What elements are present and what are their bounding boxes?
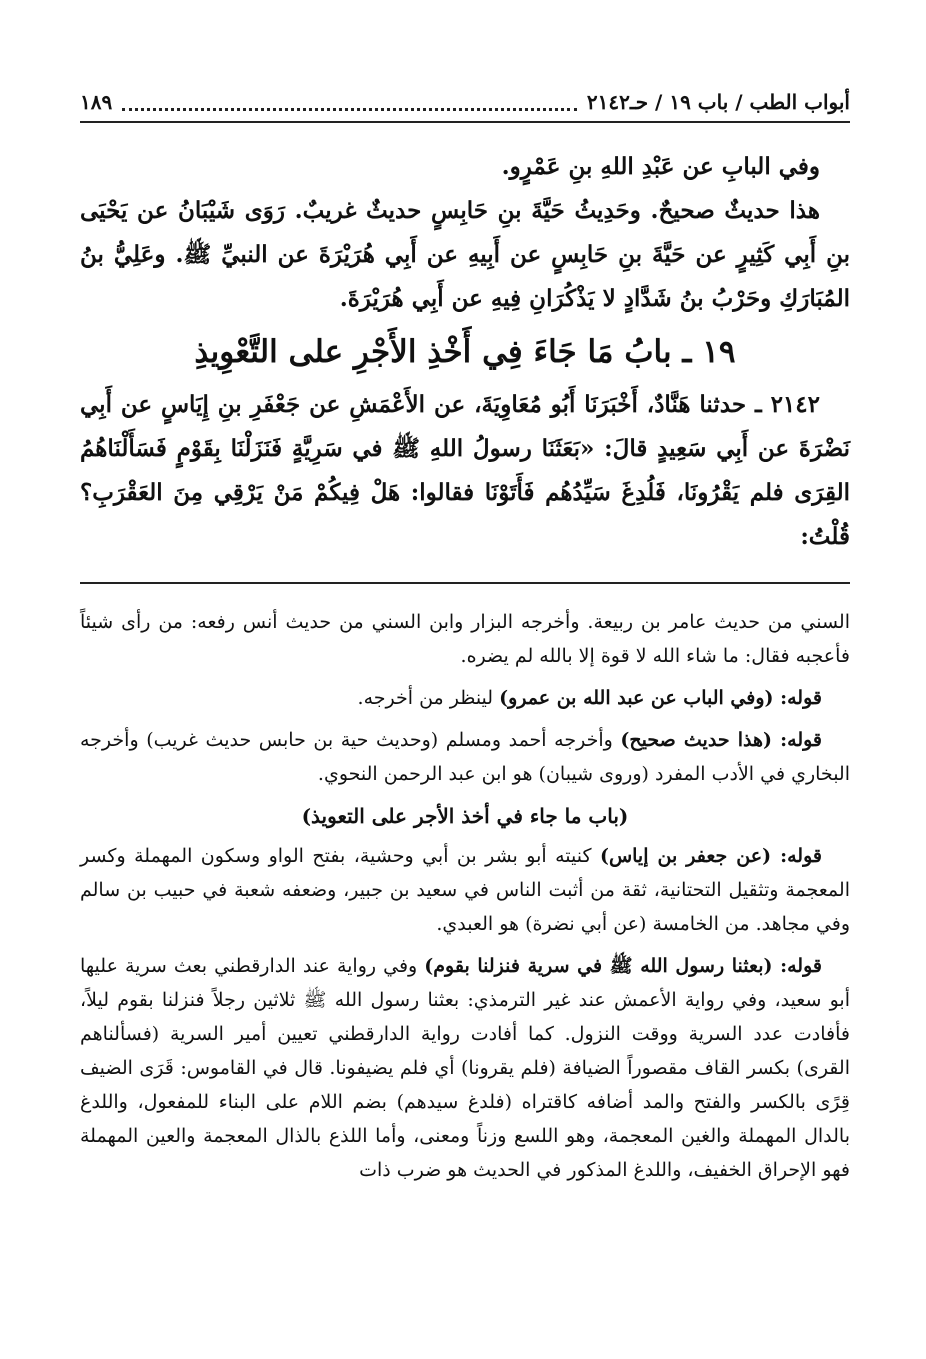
note-2-label: قوله: (وفي الباب عن عبد الله بن عمرو) bbox=[499, 687, 822, 709]
note-5-text: وفي رواية عند الدارقطني بعث سرية عليها أبو سعيد، وفي رواية الأعمش عند غير الترمذي: بعثنا رسول الله ﷺ ثلاثين رجلاً فنزلنا بقوم ليلاً، فأفادت عدد السرية ووقت النزول. كما أفادت رواية الدارقطني تعيين أمير السرية (فسألناهم القرى) بكسر القاف مقصوراً الضيافة (فلم يقرونا) أي فلم يضيفونا. قال في القاموس: قَرَى الضيف قِرًى بالكسر والفتح والمد أضافه كاقتراه (فلدغ سيدهم) بضم اللام على البناء للمفعول، واللدغ بالدال المهملة والغين المعجمة، وهو اللسع وزناً ومعنى، وأما اللذع بالذال المعجمة والعين المهملة فهو الإحراق الخفيف، واللدغ المذكور في الحديث هو ضرب ذات bbox=[80, 955, 850, 1181]
note-3 bbox=[80, 723, 850, 791]
note-3-text: وأخرجه أحمد ومسلم (وحديث حية بن حابس حديث غريب) وأخرجه البخاري في الأدب المفرد (وروى شيبان) هو ابن عبد الرحمن النحوي. bbox=[80, 729, 850, 785]
main-paragraph-2: هذا حديثٌ صحيحٌ. وحَدِيثُ حَيَّةَ بنِ حَابِسٍ حديثٌ غريبٌ. رَوَى شَيْبَانُ عن يَحْيَى بنِ أَبِي كَثِيرٍ عن حَيَّةَ بنِ حَابِسٍ عن أَبِيهِ عن أَبِي هُرَيْرَةَ عن النبيِّ ﷺ. وعَلِيُّ بنُ المُبَارَكِ وحَرْبُ بنُ شَدَّادٍ لا يَذْكُرَانِ فِيهِ عن أَبِي هُرَيْرَةَ. bbox=[80, 197, 850, 312]
note-2 bbox=[80, 681, 850, 715]
note-4-label: قوله: (عن جعفر بن إياس) bbox=[599, 845, 822, 867]
page-number: ١٨٩ bbox=[80, 90, 113, 114]
note-5 bbox=[80, 949, 850, 1187]
header-dot-leader bbox=[122, 94, 577, 111]
main-text bbox=[80, 145, 850, 559]
chapter-title: ١٩ ـ بابُ مَا جَاءَ فِي أَخْذِ الأَجْرِ على التَّعْوِيذِ bbox=[194, 334, 736, 370]
note-4-text: كنيته أبو بشر بن أبي وحشية، بفتح الواو وسكون المهملة وكسر المعجمة وتثقيل التحتانية، ثقة من أثبت الناس في سعيد بن جبير، وضعفه شعبة في حبيب بن سالم وفي مجاهد. من الخامسة (عن أبي نضرة) هو العبدي. bbox=[80, 845, 850, 935]
commentary-notes bbox=[80, 605, 850, 1195]
running-title: أبواب الطب / باب ١٩ / حـ٢١٤٢ bbox=[586, 90, 850, 114]
header-rule bbox=[80, 121, 850, 123]
note-5-label: قوله: (بعثنا رسول الله ﷺ في سرية فنزلنا بقوم) bbox=[424, 955, 822, 977]
main-paragraph-1: وفي البابِ عن عَبْدِ اللهِ بنِ عَمْرٍو. bbox=[501, 153, 820, 180]
note-chapter-title: (باب ما جاء في أخذ الأجر على التعويذ) bbox=[301, 804, 629, 828]
note-1: السني من حديث عامر بن ربيعة. وأخرجه البزار وابن السني من حديث أنس رفعه: من رأى شيئاً فأعجبه فقال: ما شاء الله لا قوة إلا بالله لم يضره. bbox=[80, 611, 850, 667]
footnote-rule bbox=[80, 582, 850, 584]
note-4 bbox=[80, 839, 850, 941]
hadith-paragraph: ٢١٤٢ ـ حدثنا هَنَّادٌ، أَخْبَرَنَا أَبُو مُعَاوِيَةَ، عن الأَعْمَشِ عن جَعْفَرِ بنِ إِيَاسٍ عن أَبِي نَضْرَةَ عن أَبِي سَعِيدٍ قالَ: «بَعَثَنَا رسولُ اللهِ ﷺ في سَرِيَّةٍ فَنَزَلْنَا بِقَوْمٍ فَسَأَلْنَاهُمُ القِرَى فلم يَقْرُونَا، فَلُدِغَ سَيِّدُهُم فَأَتَوْنَا فقالوا: هَلْ فِيكُمْ مَنْ يَرْقِي مِنَ العَقْرَبِ؟ قُلْتُ: bbox=[80, 391, 850, 550]
note-3-label: قوله: (هذا حديث صحيح) bbox=[620, 729, 823, 751]
note-2-text: لينظر من أخرجه. bbox=[357, 687, 500, 709]
page-header bbox=[80, 86, 850, 118]
